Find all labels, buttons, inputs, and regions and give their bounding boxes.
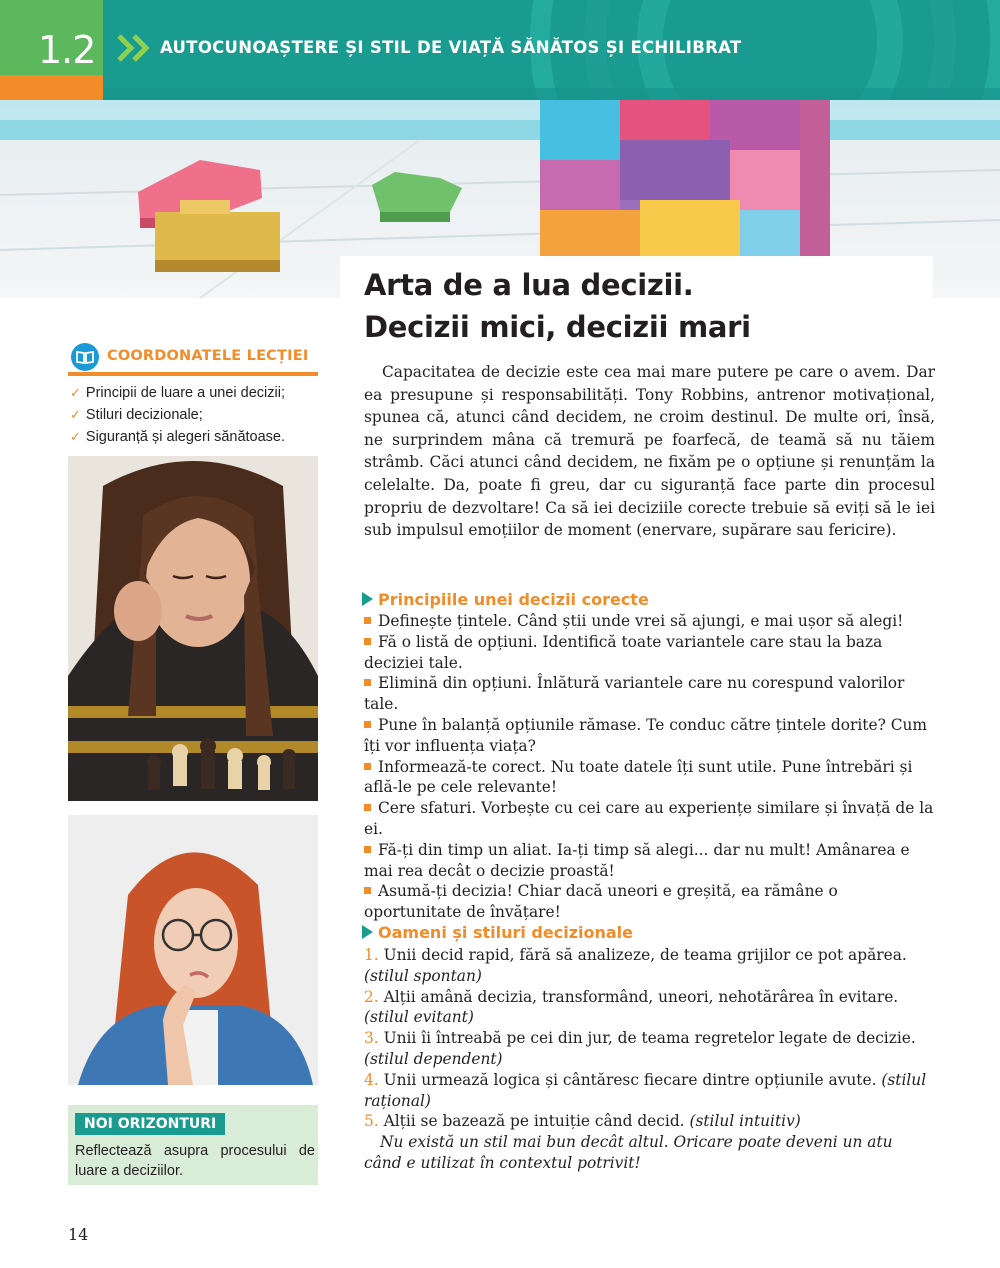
list-item: Informează-te corect. Nu toate datele îți sunt utile. Pune întrebări și află-le pe cele relevante!: [364, 757, 913, 797]
lesson-title-box: [340, 256, 933, 346]
heading-divider: [68, 372, 318, 376]
new-horizons-text: Reflectează asupra procesului de luare a deciziilor.: [75, 1143, 315, 1179]
lesson-coordinates-heading: COORDONATELE LECȚIEI: [107, 348, 309, 364]
square-bullet-icon: [364, 887, 371, 894]
list-item: 1. Unii decid rapid, fără să analizeze, de teama grijilor ce pot apărea. (stilul spontan): [364, 946, 907, 985]
checkmark-icon: ✓: [70, 429, 81, 444]
double-chevron-icon: [116, 33, 154, 63]
lesson-number: 1.2: [38, 28, 96, 72]
checkmark-icon: ✓: [70, 385, 81, 400]
list-item: Elimină din opțiuni. Înlătură variantele care nu corespund valorilor tale.: [364, 674, 905, 714]
list-item: ✓ Siguranță și alegeri sănătoase.: [70, 429, 286, 445]
page-number: 14: [68, 1225, 89, 1244]
lesson-coordinates-list: [70, 382, 330, 448]
list-item: Asumă-ți decizia! Chiar dacă uneori e greșită, ea rămâne o oportunitate de învățare!: [364, 882, 838, 922]
list-item: 5. Alții se bazează pe intuiție când decid. (stilul intuitiv): [364, 1112, 801, 1131]
intro-paragraph: Capacitatea de decizie este cea mai mare putere pe care o avem. Dar ea presupune și responsabilități. Tony Robbins, antrenor motivațional, spunea că, atunci când decidem, ne croim destinul. De multe ori, însă, ne surprindem mâna că tremură pe foarfecă, de teamă să nu tăiem strâmb. Căci atunci când decidem, ne fixăm pe o opțiune și renunțăm la celelalte. Da, poate fi greu, dar cu siguranță face parte din procesul propriu de dezvoltare! Ca să iei deciziile corecte trebuie să eviți să le iei sub impulsul emoțiilor de moment (enervare, supărare sau fericire).: [364, 363, 935, 540]
list-item: Cere sfaturi. Vorbește cu cei care au experiențe similare și învață de la ei.: [364, 799, 934, 838]
thinking-girl-photo: [68, 815, 318, 1085]
decision-styles-list: [364, 945, 934, 1174]
principles-list: [364, 611, 934, 923]
square-bullet-icon: [364, 804, 371, 811]
girl-chess-photo: [68, 456, 318, 801]
lesson-title-line-2: Decizii mici, decizii mari: [364, 310, 751, 344]
list-item: Pune în balanță opțiunile rămase. Te conduc către țintele dorite? Cum îți vor influența viața?: [364, 715, 928, 755]
list-item: 2. Alții amână decizia, transformând, uneori, nehotărârea în evitare. (stilul evitant): [364, 987, 899, 1027]
new-horizons-label: NOI ORIZONTURI: [75, 1113, 225, 1135]
triangle-bullet-icon: [362, 592, 373, 606]
square-bullet-icon: [364, 846, 371, 853]
new-horizons-box: [68, 1105, 318, 1185]
list-item: ✓ Stiluri decizionale;: [70, 407, 203, 423]
decision-styles-heading: Oameni și stiluri decizionale: [362, 923, 633, 942]
list-item: ✓ Principii de luare a unei decizii;: [70, 385, 285, 401]
square-bullet-icon: [364, 763, 371, 770]
triangle-bullet-icon: [362, 925, 373, 939]
square-bullet-icon: [364, 721, 371, 728]
unit-title: AUTOCUNOAȘTERE ȘI STIL DE VIAȚĂ SĂNĂTOS ȘI ECHILIBRAT: [160, 38, 742, 57]
square-bullet-icon: [364, 638, 371, 645]
list-item: 3. Unii îi întreabă pe cei din jur, de teama regretelor legate de decizie. (stilul dependent): [364, 1029, 916, 1068]
principles-heading: Principiile unei decizii corecte: [362, 590, 649, 609]
checkmark-icon: ✓: [70, 407, 81, 422]
chapter-header: [0, 0, 1000, 100]
book-icon: [70, 342, 100, 372]
conclusion-text: Nu există un stil mai bun decât altul. Oricare poate deveni un atu când e utilizat în contextul potrivit!: [364, 1133, 893, 1172]
list-item: Fă o listă de opțiuni. Identifică toate variantele care stau la baza deciziei tale.: [364, 632, 883, 672]
square-bullet-icon: [364, 617, 371, 624]
square-bullet-icon: [364, 679, 371, 686]
list-item: 4. Unii urmează logica și cântăresc fiecare dintre opțiunile avute. (stilul rațional): [364, 1070, 927, 1110]
list-item: Fă-ți din timp un aliat. Ia-ți timp să alegi... dar nu mult! Amânarea e mai rea decât o decizie proastă!: [364, 840, 910, 880]
list-item: Definește țintele. Când știi unde vrei să ajungi, e mai ușor să alegi!: [364, 611, 934, 632]
lesson-title-line-1: Arta de a lua decizii.: [364, 268, 694, 302]
